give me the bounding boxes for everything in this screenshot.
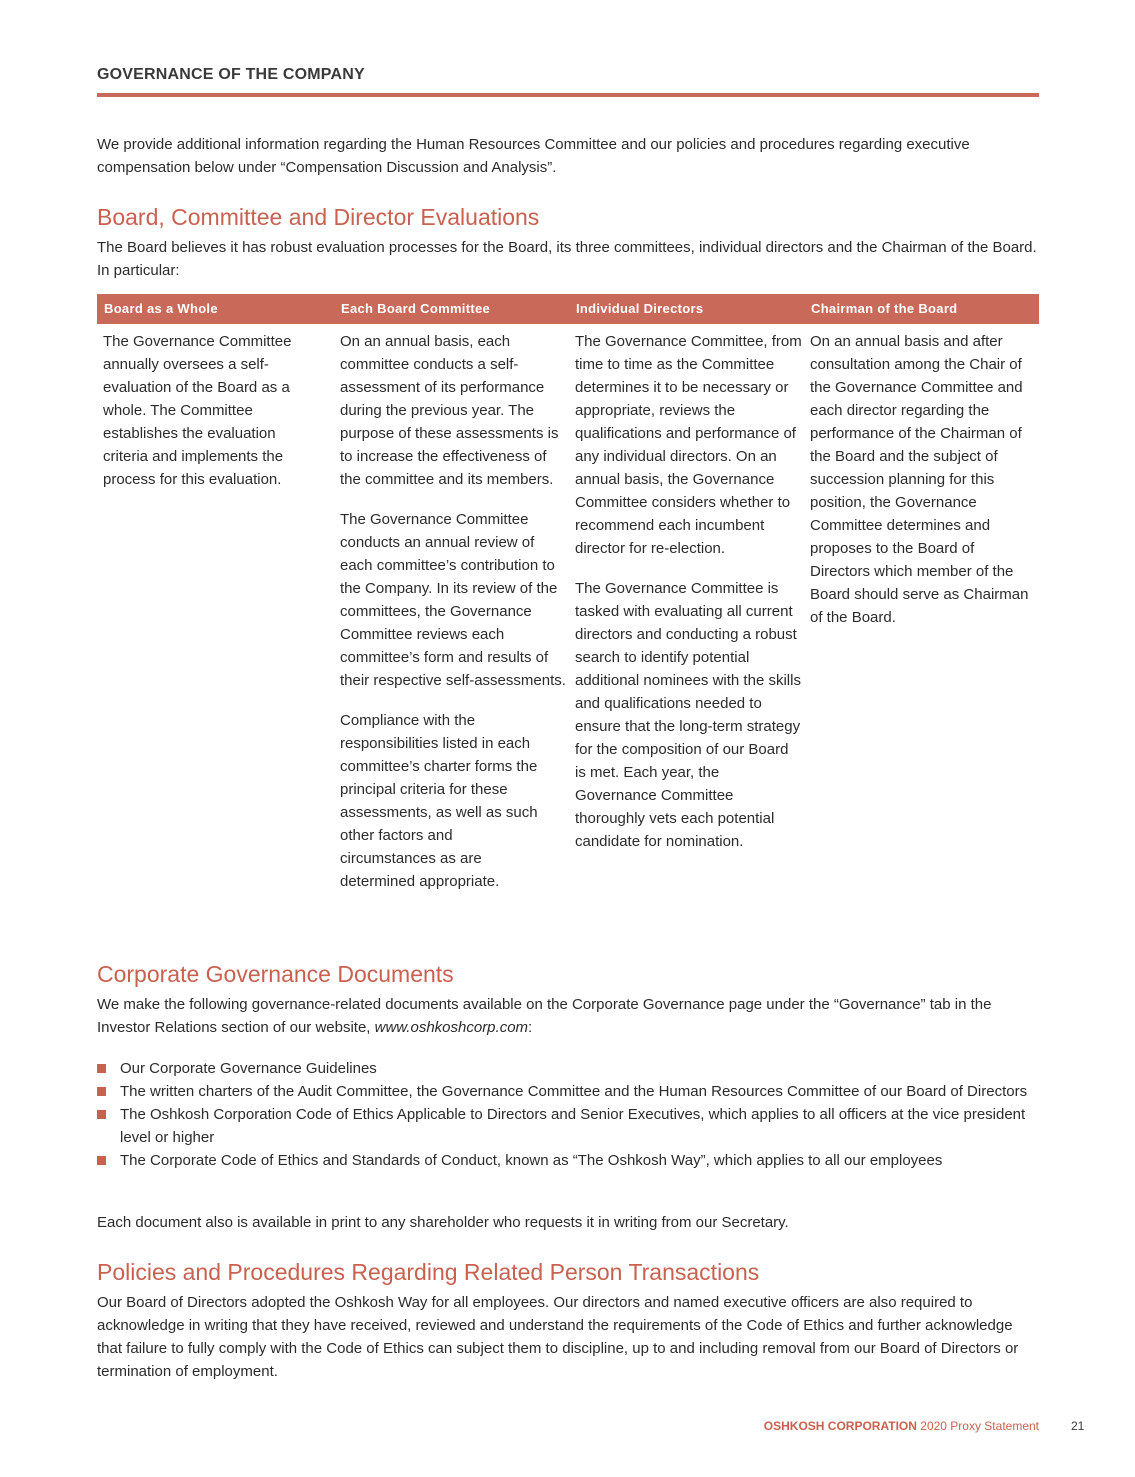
footer-doc-title: 2020 Proxy Statement: [920, 1419, 1039, 1433]
column-board-text: The Governance Committee annually oversees a self-evaluation of the Board as a whole. The Committee establishes the evaluation criteria and implements the process for this evaluation.: [103, 333, 292, 488]
column-header-board: Board as a Whole: [104, 301, 218, 316]
column-header-chairman: Chairman of the Board: [811, 301, 958, 316]
list-item: [97, 1057, 1039, 1080]
documents-heading: Corporate Governance Documents: [97, 961, 454, 987]
documents-list: [97, 1057, 1039, 1172]
column-directors-text-1: The Governance Committee, from time to time as the Committee determines it to be necessary or appropriate, reviews the qualifications and performance of any individual directors. On an annual basis, the Governance Committee considers whether to recommend each incumbent director for re-election.: [575, 333, 802, 557]
section-label: GOVERNANCE OF THE COMPANY: [97, 66, 365, 83]
intro-paragraph: We provide additional information regarding the Human Resources Committee and our policies and procedures regarding executive compensation below under “Compensation Discussion and Analysis”.: [97, 136, 970, 176]
header-rule: [97, 93, 1039, 97]
documents-intro: [97, 993, 1039, 1039]
list-item-text: Our Corporate Governance Guidelines: [120, 1060, 377, 1077]
related-party-heading: Policies and Procedures Regarding Related Person Transactions: [97, 1259, 760, 1285]
evaluations-table-header: [97, 294, 1039, 324]
column-committee-text-2: The Governance Committee conducts an annual review of each committee’s contribution to the Company. In its review of the committees, the Governance Committee reviews each committee’s form and results of their respective self-assessments.: [340, 511, 566, 689]
column-chairman: [810, 330, 1038, 646]
list-item-text: The Oshkosh Corporation Code of Ethics Applicable to Directors and Senior Executives, which applies to all officers at the vice president level or higher: [120, 1106, 1026, 1146]
list-item: [97, 1149, 1039, 1172]
list-item: [97, 1080, 1039, 1103]
evaluations-intro: The Board believes it has robust evaluation processes for the Board, its three committees, individual directors and the Chairman of the Board. In particular:: [97, 239, 1037, 279]
evaluations-heading: Board, Committee and Director Evaluations: [97, 204, 540, 230]
documents-intro-end: :: [528, 1019, 533, 1036]
column-header-committee: Each Board Committee: [341, 301, 491, 316]
footer-title: [764, 1417, 1039, 1435]
column-header-directors: Individual Directors: [576, 301, 704, 316]
page-number: 21: [1071, 1419, 1085, 1433]
bullet-square-icon: [97, 1156, 106, 1165]
column-committee: [340, 330, 568, 910]
list-item-text: The written charters of the Audit Committee, the Governance Committee and the Human Resources Committee of our Board of Directors: [120, 1083, 1028, 1100]
column-committee-text-3: Compliance with the responsibilities listed in each committee’s charter forms the principal criteria for these assessments, as well as such other factors and circumstances as are determined appropriate.: [340, 712, 538, 890]
documents-intro-text: We make the following governance-related documents available on the Corporate Governance page under the “Governance” tab in the Investor Relations section of our website,: [97, 996, 992, 1036]
list-item: [97, 1103, 1039, 1149]
column-committee-text-1: On an annual basis, each committee conducts a self-assessment of its performance during the previous year. The purpose of these assessments is to increase the effectiveness of the committee and its members.: [340, 333, 559, 488]
documents-closing: Each document also is available in print to any shareholder who requests it in writing from our Secretary.: [97, 1214, 789, 1231]
bullet-square-icon: [97, 1110, 106, 1119]
column-directors: [575, 330, 803, 870]
footer-company: OSHKOSH CORPORATION: [763, 1419, 917, 1433]
bullet-square-icon: [97, 1064, 106, 1073]
column-chairman-text: On an annual basis and after consultation among the Chair of the Governance Committee and each director regarding the performance of the Chairman of the Board and the subject of succession planning for this position, the Governance Committee determines and proposes to the Board of Directors which member of the Board should serve as Chairman of the Board.: [810, 333, 1029, 626]
column-board: [103, 330, 313, 508]
related-party-text: Our Board of Directors adopted the Oshkosh Way for all employees. Our directors and named executive officers are also required to acknowledge in writing that they have received, reviewed and understand the requirements of the Code of Ethics and further acknowledge that failure to fully comply with the Code of Ethics can subject them to discipline, up to and including removal from our Board of Directors or termination of employment.: [97, 1294, 1019, 1380]
list-item-text: The Corporate Code of Ethics and Standards of Conduct, known as “The Oshkosh Way”, which applies to all our employees: [120, 1152, 943, 1169]
website-link[interactable]: www.oshkoshcorp.com: [374, 1019, 529, 1036]
bullet-square-icon: [97, 1087, 106, 1096]
column-directors-text-2: The Governance Committee is tasked with evaluating all current directors and conducting a robust search to identify potential additional nominees with the skills and qualifications needed to ensure that the long-term strategy for the composition of our Board is met. Each year, the Governance Committee thoroughly vets each potential candidate for nomination.: [575, 580, 801, 850]
